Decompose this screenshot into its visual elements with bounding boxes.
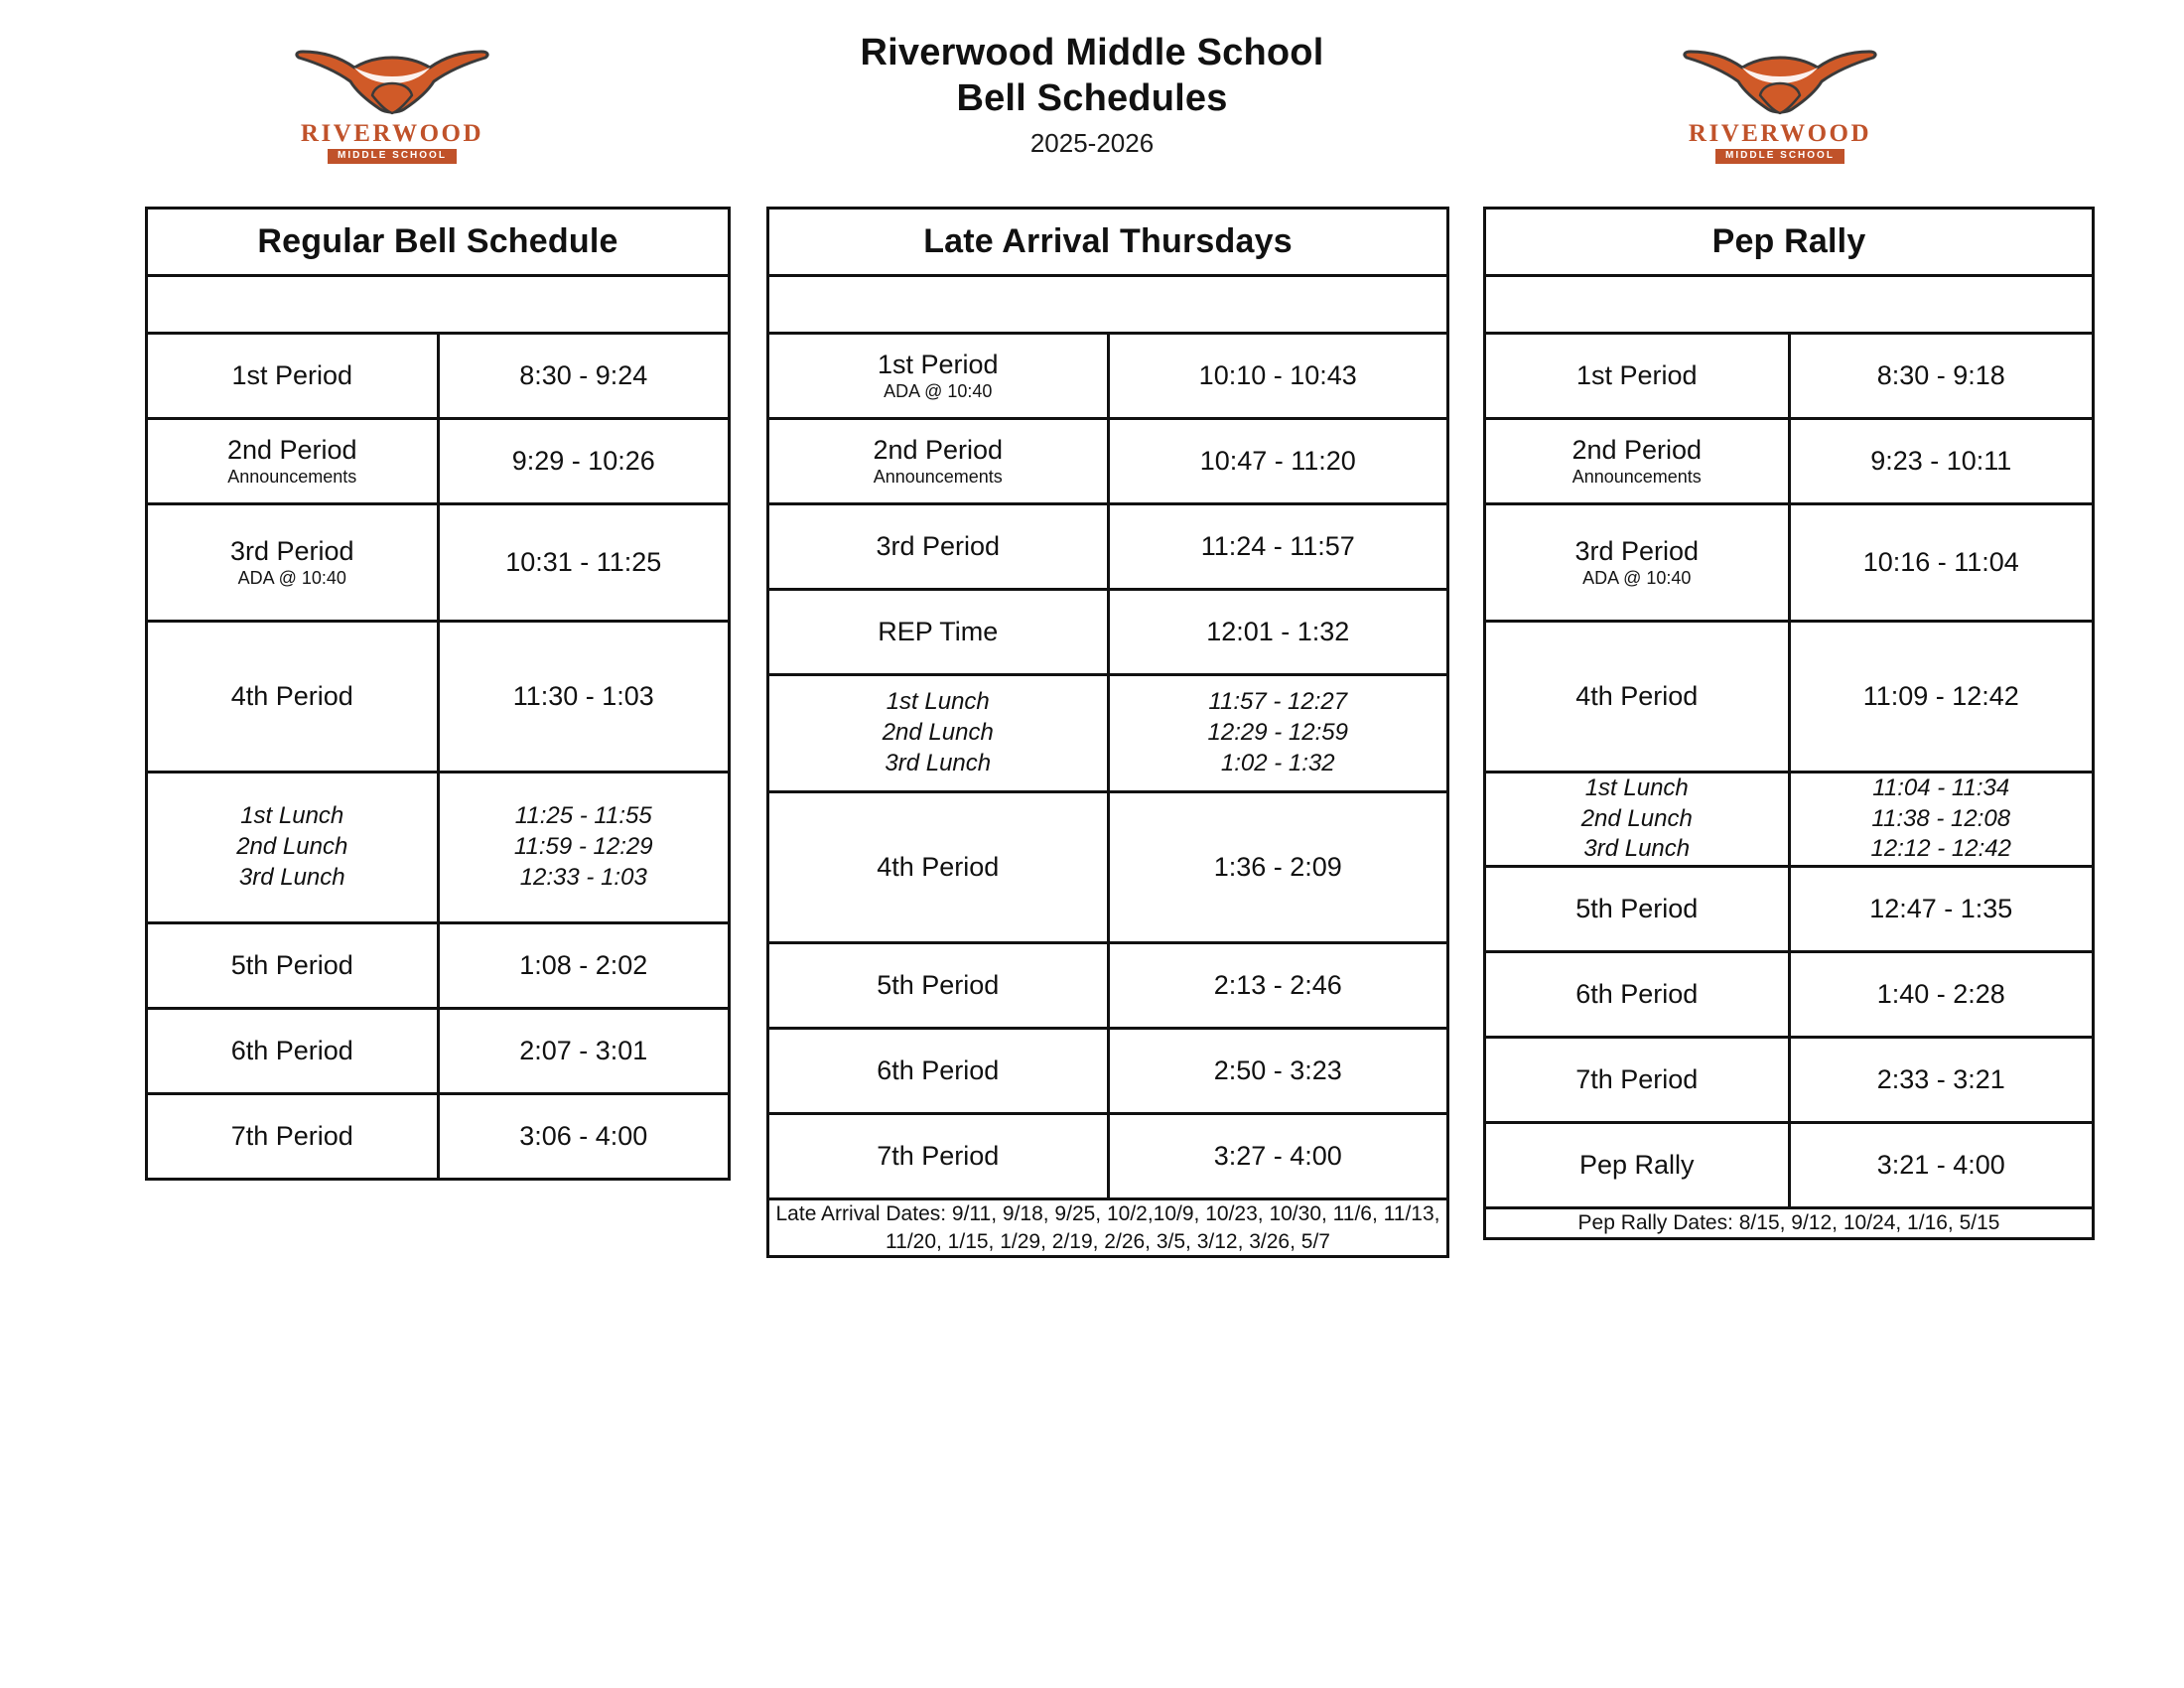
lunch-time: 12:12 - 12:42: [1870, 835, 2011, 863]
period-sublabel: Announcements: [1571, 467, 1702, 488]
lunch-labels: [147, 773, 439, 923]
period-row: [147, 334, 730, 419]
period-name: 4th Period: [877, 852, 1000, 882]
period-name: 6th Period: [877, 1055, 1000, 1085]
period-time-value: 10:16 - 11:04: [1862, 547, 2019, 577]
period-label: [1485, 419, 1790, 504]
lunch-label: 2nd Lunch: [882, 719, 994, 747]
first-bell-banner: 1st Bell Rings 10:05: [768, 276, 1448, 334]
period-row: [147, 1009, 730, 1094]
lunch-label: 1st Lunch: [1584, 774, 1689, 801]
period-time-value: 9:29 - 10:26: [511, 446, 655, 476]
period-time-value: 1:08 - 2:02: [519, 950, 648, 980]
period-time-value: 11:09 - 12:42: [1862, 681, 2019, 711]
period-time: [1108, 334, 1448, 419]
lunch-times: [1789, 773, 2094, 867]
period-label: [768, 334, 1109, 419]
period-name: 1st Period: [1575, 360, 1698, 390]
period-label: [147, 923, 439, 1009]
period-row: [1485, 1038, 2094, 1123]
longhorn-bull-icon: [293, 28, 491, 119]
period-label: [147, 1094, 439, 1180]
period-row: [768, 1114, 1448, 1199]
period-label: [768, 419, 1109, 504]
period-label: [768, 504, 1109, 590]
longhorn-bull-icon: [1681, 28, 1879, 119]
period-label: [1485, 1038, 1790, 1123]
period-sublabel: Announcements: [227, 467, 357, 488]
schedule-column-late-arrival: [766, 207, 1449, 1258]
period-time: [1789, 419, 2094, 504]
period-time-value: 2:33 - 3:21: [1876, 1064, 2005, 1095]
period-row: [147, 923, 730, 1009]
period-time-value: 10:47 - 11:20: [1199, 446, 1356, 476]
period-time-value: 11:24 - 11:57: [1200, 531, 1355, 561]
period-time-value: 12:01 - 1:32: [1206, 617, 1350, 646]
period-time-value: 2:13 - 2:46: [1213, 970, 1342, 1000]
period-time: [438, 419, 730, 504]
period-time: [438, 923, 730, 1009]
lunch-row: [147, 773, 730, 923]
period-name: 5th Period: [230, 950, 353, 980]
period-label: [147, 419, 439, 504]
period-sublabel: ADA @ 10:40: [884, 381, 993, 402]
first-bell-row: [1485, 276, 2094, 334]
schedule-title: Late Arrival Thursdays: [768, 209, 1448, 276]
period-row: [768, 590, 1448, 675]
period-sublabel: ADA @ 10:40: [1582, 568, 1692, 589]
period-time-value: 3:27 - 4:00: [1213, 1141, 1342, 1171]
schedule-title-row: [147, 209, 730, 276]
lunch-time: 11:25 - 11:55: [514, 802, 652, 830]
lunch-label: 1st Lunch: [240, 802, 344, 830]
period-row: [1485, 1123, 2094, 1208]
period-row: [768, 943, 1448, 1029]
regular-bell-schedule-table: [145, 207, 731, 1181]
period-label: [768, 792, 1109, 943]
period-name: 5th Period: [877, 970, 1000, 1000]
period-name: 6th Period: [1575, 979, 1699, 1010]
period-time: [438, 622, 730, 773]
period-time: [1789, 952, 2094, 1038]
lunch-labels: [1485, 773, 1790, 867]
period-label: [1485, 867, 1790, 952]
lunch-label: 1st Lunch: [886, 688, 990, 716]
period-time: [1108, 504, 1448, 590]
period-row: [147, 504, 730, 622]
period-row: [768, 792, 1448, 943]
period-name: 3rd Period: [876, 531, 1001, 561]
schedule-title-row: [768, 209, 1448, 276]
logo-wordmark: RIVERWOOD: [300, 120, 484, 147]
period-name: 4th Period: [230, 681, 353, 711]
pep-rally-schedule-table: [1483, 207, 2095, 1240]
logo-subtext: MIDDLE SCHOOL: [1715, 149, 1844, 164]
schedule-title-row: [1485, 209, 2094, 276]
period-time: [438, 1094, 730, 1180]
period-time-value: 2:07 - 3:01: [519, 1036, 648, 1065]
period-label: [147, 622, 439, 773]
period-row: [1485, 622, 2094, 773]
logo-subtext: MIDDLE SCHOOL: [328, 149, 457, 164]
period-name: 2nd Period: [873, 435, 1004, 466]
period-name: 7th Period: [230, 1121, 353, 1151]
schedule-title: Pep Rally: [1485, 209, 2094, 276]
period-time-value: 2:50 - 3:23: [1213, 1055, 1342, 1085]
page-header: [0, 0, 2184, 199]
period-time-value: 8:30 - 9:18: [1876, 360, 2005, 390]
period-name: REP Time: [878, 617, 999, 646]
lunch-time: 11:38 - 12:08: [1871, 804, 2011, 832]
period-name: Pep Rally: [1578, 1150, 1695, 1181]
period-sublabel: Announcements: [873, 467, 1003, 488]
title-line-1: Riverwood Middle School: [860, 32, 1324, 73]
lunch-label: 3rd Lunch: [238, 863, 345, 891]
lunch-time: 11:57 - 12:27: [1208, 688, 1348, 716]
period-label: [1485, 1123, 1790, 1208]
school-year: 2025-2026: [1029, 127, 1155, 158]
period-name: 6th Period: [230, 1036, 353, 1065]
period-sublabel: ADA @ 10:40: [237, 568, 346, 589]
period-name: 2nd Period: [1571, 435, 1703, 466]
period-row: [768, 334, 1448, 419]
school-logo-left: [288, 28, 496, 177]
first-bell-row: [768, 276, 1448, 334]
lunch-time: 11:04 - 11:34: [1872, 774, 2010, 801]
period-row: [147, 622, 730, 773]
period-row: [768, 1029, 1448, 1114]
lunch-label: 3rd Lunch: [885, 749, 992, 776]
schedule-title: Regular Bell Schedule: [147, 209, 730, 276]
period-time-value: 10:31 - 11:25: [505, 547, 662, 577]
logo-wordmark: RIVERWOOD: [1688, 120, 1872, 147]
period-time: [1789, 622, 2094, 773]
lunch-label: 2nd Lunch: [236, 833, 348, 861]
schedule-column-regular: [145, 207, 731, 1181]
period-name: 7th Period: [1575, 1064, 1699, 1095]
period-time-value: 11:30 - 1:03: [512, 681, 654, 711]
period-row: [1485, 419, 2094, 504]
period-label: [147, 334, 439, 419]
lunch-labels: [768, 675, 1109, 792]
period-time-value: 12:47 - 1:35: [1869, 894, 2013, 924]
first-bell-banner: 1st Bell Rings 8:25: [147, 276, 730, 334]
lunch-row: [768, 675, 1448, 792]
schedule-dates-note: Late Arrival Dates: 9/11, 9/18, 9/25, 10/2,10/9, 10/23, 10/30, 11/6, 11/13, 11/20, 1/15, 1/29, 2/19, 2/26, 3/5, 3/12, 3/26, 5/7: [768, 1199, 1448, 1257]
lunch-time: 11:59 - 12:29: [513, 833, 653, 861]
lunch-times: [438, 773, 730, 923]
period-time: [1108, 792, 1448, 943]
schedule-notes-row: [1485, 1208, 2094, 1239]
period-name: 7th Period: [877, 1141, 1000, 1171]
lunch-time: 12:29 - 12:59: [1207, 719, 1348, 747]
period-row: [147, 1094, 730, 1180]
period-time-value: 8:30 - 9:24: [519, 360, 648, 390]
period-row: [1485, 504, 2094, 622]
period-label: [147, 1009, 439, 1094]
period-time: [438, 334, 730, 419]
period-label: [768, 1029, 1109, 1114]
period-time-value: 10:10 - 10:43: [1198, 360, 1357, 390]
period-time: [438, 1009, 730, 1094]
lunch-label: 2nd Lunch: [1580, 804, 1693, 832]
period-label: [1485, 622, 1790, 773]
period-name: 1st Period: [877, 350, 999, 380]
period-name: 1st Period: [231, 360, 353, 390]
page-title: [695, 30, 1489, 156]
period-label: [768, 1114, 1109, 1199]
lunch-time: 12:33 - 1:03: [519, 863, 647, 891]
period-time-value: 1:36 - 2:09: [1213, 852, 1342, 882]
period-name: 3rd Period: [1574, 536, 1700, 567]
period-label: [768, 590, 1109, 675]
lunch-times: [1108, 675, 1448, 792]
period-time-value: 3:06 - 4:00: [519, 1121, 648, 1151]
period-name: 4th Period: [1575, 681, 1699, 711]
schedule-dates-note: Pep Rally Dates: 8/15, 9/12, 10/24, 1/16, 5/15: [1485, 1208, 2094, 1239]
period-row: [1485, 867, 2094, 952]
period-time: [1108, 590, 1448, 675]
period-time: [1108, 1029, 1448, 1114]
period-row: [147, 419, 730, 504]
period-label: [768, 943, 1109, 1029]
period-time: [1789, 1038, 2094, 1123]
period-name: 5th Period: [1575, 894, 1699, 924]
period-time: [1108, 1114, 1448, 1199]
first-bell-banner: 1st Bell Rings 8:25: [1485, 276, 2094, 334]
period-row: [1485, 952, 2094, 1038]
period-label: [1485, 504, 1790, 622]
period-time: [1108, 943, 1448, 1029]
period-label: [1485, 952, 1790, 1038]
late-arrival-schedule-table: [766, 207, 1449, 1258]
period-row: [768, 419, 1448, 504]
period-name: 2nd Period: [226, 435, 357, 466]
period-label: [1485, 334, 1790, 419]
period-time-value: 1:40 - 2:28: [1876, 979, 2005, 1010]
period-time: [1108, 419, 1448, 504]
lunch-row: [1485, 773, 2094, 867]
period-time: [1789, 334, 2094, 419]
period-time-value: 3:21 - 4:00: [1876, 1150, 2005, 1181]
period-time-value: 9:23 - 10:11: [1870, 446, 2012, 476]
period-row: [768, 504, 1448, 590]
schedule-notes-row: [768, 1199, 1448, 1257]
schedule-column-pep-rally: [1483, 207, 2095, 1240]
school-logo-right: [1676, 28, 1884, 177]
period-time: [1789, 867, 2094, 952]
period-row: [1485, 334, 2094, 419]
period-time: [1789, 1123, 2094, 1208]
period-name: 3rd Period: [229, 536, 354, 567]
period-time: [1789, 504, 2094, 622]
period-time: [438, 504, 730, 622]
period-label: [147, 504, 439, 622]
lunch-time: 1:02 - 1:32: [1220, 749, 1335, 776]
title-line-2: Bell Schedules: [956, 77, 1228, 120]
lunch-label: 3rd Lunch: [1583, 835, 1691, 863]
first-bell-row: [147, 276, 730, 334]
